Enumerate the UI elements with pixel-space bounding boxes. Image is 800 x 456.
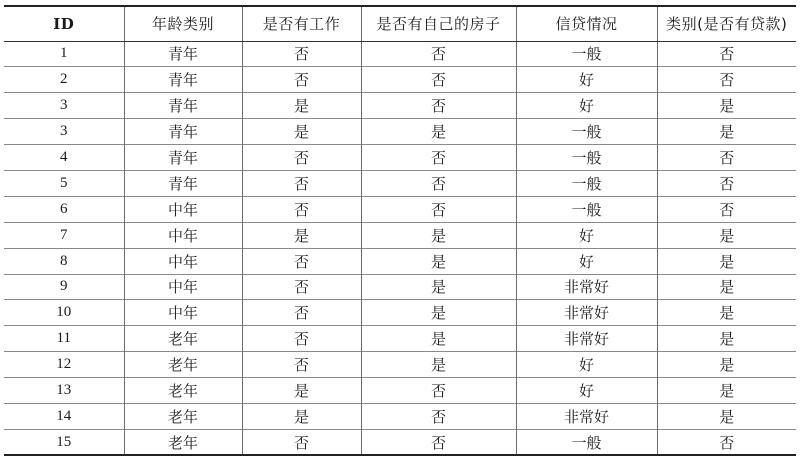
- cell-age-category: 青年: [124, 119, 242, 145]
- cell-has-job: 否: [242, 67, 361, 93]
- table-row: [4, 378, 796, 404]
- table-row: [4, 429, 796, 455]
- cell-has-job: 否: [242, 326, 361, 352]
- cell-age-category: 青年: [124, 41, 242, 67]
- header-owns-house: 是否有自己的房子: [361, 6, 516, 41]
- cell-has-job: 否: [242, 352, 361, 378]
- cell-class-loan: 是: [657, 326, 796, 352]
- table-row: [4, 93, 796, 119]
- cell-class-loan: 否: [657, 170, 796, 196]
- cell-credit-status: 好: [516, 93, 657, 119]
- cell-owns-house: 是: [361, 352, 516, 378]
- cell-credit-status: 非常好: [516, 403, 657, 429]
- cell-credit-status: 一般: [516, 119, 657, 145]
- cell-id: 12: [4, 352, 124, 378]
- table-row: [4, 67, 796, 93]
- header-age-category: 年龄类别: [124, 6, 242, 41]
- table-row: [4, 119, 796, 145]
- cell-age-category: 老年: [124, 378, 242, 404]
- cell-id: 6: [4, 196, 124, 222]
- cell-has-job: 否: [242, 429, 361, 455]
- cell-credit-status: 好: [516, 352, 657, 378]
- table-row: [4, 248, 796, 274]
- cell-credit-status: 一般: [516, 170, 657, 196]
- table-row: [4, 403, 796, 429]
- cell-credit-status: 非常好: [516, 300, 657, 326]
- cell-credit-status: 好: [516, 67, 657, 93]
- table-row: [4, 222, 796, 248]
- table-body: [4, 41, 796, 455]
- cell-age-category: 老年: [124, 326, 242, 352]
- header-credit-status: 信贷情况: [516, 6, 657, 41]
- cell-age-category: 中年: [124, 222, 242, 248]
- cell-class-loan: 是: [657, 119, 796, 145]
- cell-credit-status: 非常好: [516, 274, 657, 300]
- cell-owns-house: 否: [361, 41, 516, 67]
- cell-credit-status: 一般: [516, 41, 657, 67]
- table-row: [4, 326, 796, 352]
- cell-age-category: 中年: [124, 248, 242, 274]
- cell-class-loan: 是: [657, 378, 796, 404]
- cell-id: 3: [4, 93, 124, 119]
- cell-has-job: 否: [242, 41, 361, 67]
- cell-id: 1: [4, 41, 124, 67]
- cell-class-loan: 否: [657, 196, 796, 222]
- cell-has-job: 是: [242, 378, 361, 404]
- header-has-job: 是否有工作: [242, 6, 361, 41]
- cell-owns-house: 是: [361, 326, 516, 352]
- cell-id: 7: [4, 222, 124, 248]
- cell-class-loan: 否: [657, 41, 796, 67]
- cell-age-category: 老年: [124, 403, 242, 429]
- cell-owns-house: 是: [361, 274, 516, 300]
- cell-has-job: 否: [242, 145, 361, 171]
- cell-owns-house: 否: [361, 145, 516, 171]
- cell-owns-house: 是: [361, 300, 516, 326]
- header-row: [4, 6, 796, 41]
- cell-has-job: 是: [242, 222, 361, 248]
- cell-id: 11: [4, 326, 124, 352]
- cell-class-loan: 是: [657, 274, 796, 300]
- cell-owns-house: 否: [361, 170, 516, 196]
- cell-owns-house: 否: [361, 378, 516, 404]
- cell-class-loan: 否: [657, 145, 796, 171]
- cell-has-job: 是: [242, 403, 361, 429]
- cell-owns-house: 否: [361, 403, 516, 429]
- cell-credit-status: 一般: [516, 145, 657, 171]
- table-row: [4, 41, 796, 67]
- cell-id: 5: [4, 170, 124, 196]
- cell-has-job: 否: [242, 196, 361, 222]
- cell-credit-status: 一般: [516, 196, 657, 222]
- cell-age-category: 青年: [124, 170, 242, 196]
- cell-class-loan: 是: [657, 93, 796, 119]
- cell-has-job: 否: [242, 300, 361, 326]
- cell-owns-house: 是: [361, 222, 516, 248]
- cell-credit-status: 一般: [516, 429, 657, 455]
- cell-id: 2: [4, 67, 124, 93]
- cell-credit-status: 好: [516, 222, 657, 248]
- cell-owns-house: 是: [361, 119, 516, 145]
- header-class-loan: 类别(是否有贷款): [657, 6, 796, 41]
- loan-data-table: [4, 5, 796, 456]
- cell-has-job: 是: [242, 93, 361, 119]
- cell-age-category: 青年: [124, 93, 242, 119]
- header-id: ID: [4, 6, 124, 41]
- cell-age-category: 青年: [124, 145, 242, 171]
- table-row: [4, 300, 796, 326]
- cell-class-loan: 否: [657, 429, 796, 455]
- cell-owns-house: 否: [361, 93, 516, 119]
- cell-age-category: 老年: [124, 352, 242, 378]
- cell-id: 10: [4, 300, 124, 326]
- cell-class-loan: 是: [657, 403, 796, 429]
- cell-id: 8: [4, 248, 124, 274]
- cell-owns-house: 否: [361, 196, 516, 222]
- table-row: [4, 170, 796, 196]
- cell-credit-status: 好: [516, 378, 657, 404]
- cell-has-job: 否: [242, 248, 361, 274]
- cell-owns-house: 否: [361, 67, 516, 93]
- cell-owns-house: 是: [361, 248, 516, 274]
- cell-credit-status: 好: [516, 248, 657, 274]
- cell-class-loan: 是: [657, 222, 796, 248]
- table-row: [4, 145, 796, 171]
- cell-has-job: 否: [242, 274, 361, 300]
- cell-credit-status: 非常好: [516, 326, 657, 352]
- loan-data-table-container: [4, 5, 796, 456]
- cell-class-loan: 是: [657, 352, 796, 378]
- cell-id: 15: [4, 429, 124, 455]
- cell-has-job: 是: [242, 119, 361, 145]
- table-row: [4, 196, 796, 222]
- table-row: [4, 352, 796, 378]
- cell-age-category: 中年: [124, 196, 242, 222]
- table-row: [4, 274, 796, 300]
- cell-age-category: 青年: [124, 67, 242, 93]
- cell-id: 13: [4, 378, 124, 404]
- cell-owns-house: 否: [361, 429, 516, 455]
- cell-class-loan: 是: [657, 248, 796, 274]
- cell-id: 4: [4, 145, 124, 171]
- table-header: [4, 6, 796, 41]
- cell-id: 9: [4, 274, 124, 300]
- cell-age-category: 老年: [124, 429, 242, 455]
- cell-age-category: 中年: [124, 300, 242, 326]
- cell-age-category: 中年: [124, 274, 242, 300]
- cell-id: 3: [4, 119, 124, 145]
- cell-class-loan: 否: [657, 67, 796, 93]
- cell-has-job: 否: [242, 170, 361, 196]
- cell-class-loan: 是: [657, 300, 796, 326]
- cell-id: 14: [4, 403, 124, 429]
